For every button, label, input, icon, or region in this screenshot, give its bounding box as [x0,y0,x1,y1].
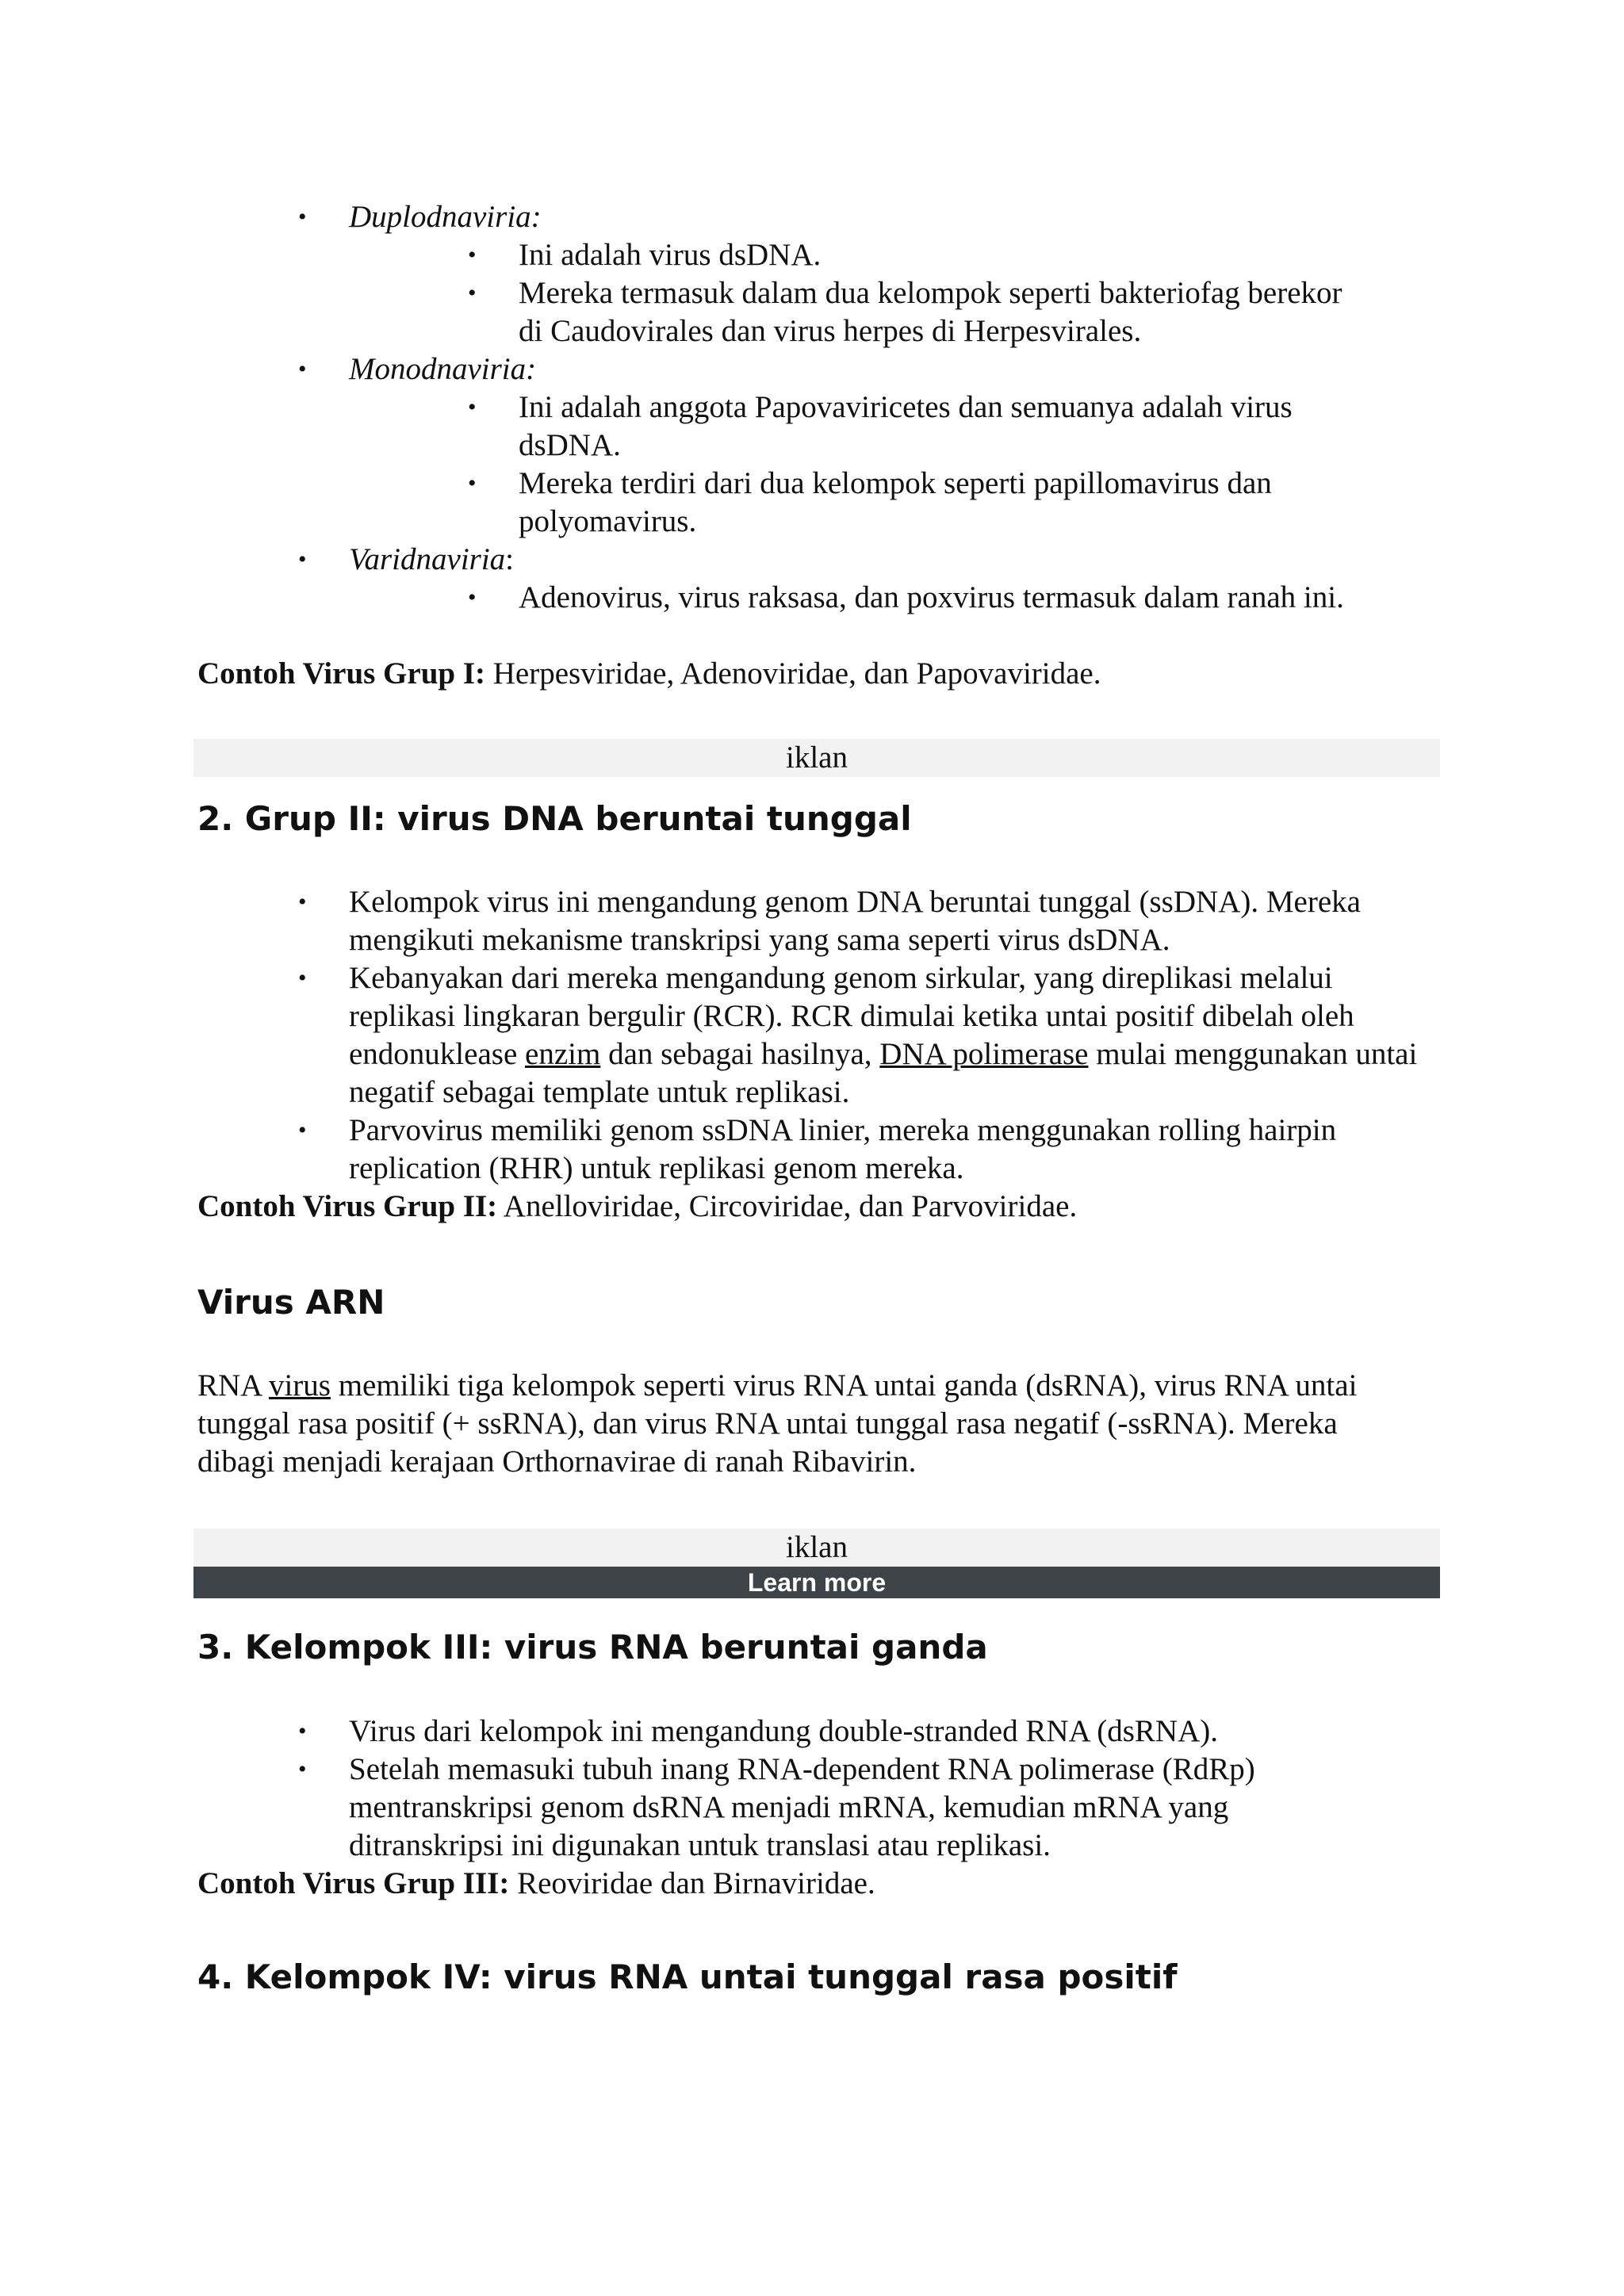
list-item: Ini adalah anggota Papovaviricetes dan semuanya adalah virus dsDNA. [519,390,1293,462]
list-item: Setelah memasuki tubuh inang RNA-dependent RNA polimerase (RdRp) mentranskripsi genom dsRNA menjadi mRNA, kemudian mRNA yang ditranskripsi ini digunakan untuk translasi atau replikasi. [349,1752,1255,1862]
realm-varidnaviria: Varidnaviria: [349,542,515,576]
section-heading: Virus ARN [197,1283,385,1322]
realm-duplodnaviria: Duplodnaviria: [349,200,542,234]
bullet: • [298,1756,307,1782]
bullet: • [468,394,477,420]
learn-more-button[interactable]: Learn more [193,1567,1440,1598]
bullet: • [298,1117,307,1143]
list-item: Mereka terdiri dari dua kelompok seperti papillomavirus dan polyomavirus. [519,466,1272,538]
list-item: Adenovirus, virus raksasa, dan poxvirus termasuk dalam ranah ini. [519,580,1344,614]
enzim-link[interactable]: enzim [525,1037,601,1071]
ad-label: iklan [193,739,1440,777]
group2-example: Contoh Virus Grup II: Anelloviridae, Circoviridae, dan Parvoviridae. [197,1189,1078,1223]
section-heading: 4. Kelompok IV: virus RNA untai tunggal rasa positif [197,1957,1178,1996]
bullet: • [298,204,307,230]
ad-label: iklan [193,1529,1440,1567]
section-heading: 3. Kelompok III: virus RNA beruntai ganda [197,1628,988,1667]
list-item: Ini adalah virus dsDNA. [519,238,822,272]
list-item: Kebanyakan dari mereka mengandung genom sirkular, yang direplikasi melalui replikasi lingkaran bergulir (RCR). RCR dimulai ketika untai positif dibelah oleh endonuklease enzim dan sebagai hasilnya, DNA polimerase mulai menggunakan untai negatif sebagai template untuk replikasi. [349,961,1418,1109]
realm-monodnaviria: Monodnaviria: [349,352,537,386]
dna-polimerase-link[interactable]: DNA polimerase [879,1037,1089,1071]
list-item: Parvovirus memiliki genom ssDNA linier, mereka menggunakan rolling hairpin replication (RHR) untuk replikasi genom mereka. [349,1113,1337,1185]
rna-paragraph: RNA virus memiliki tiga kelompok seperti virus RNA untai ganda (dsRNA), virus RNA untai tunggal rasa positif (+ ssRNA), dan virus RNA untai tunggal rasa negatif (-ssRNA). Mereka dibagi menjadi kerajaan Orthornavirae di ranah Ribavirin. [197,1368,1358,1479]
list-item: Kelompok virus ini mengandung genom DNA beruntai tunggal (ssDNA). Mereka mengikuti mekanisme transkripsi yang sama seperti virus dsDNA. [349,885,1361,957]
bullet: • [298,356,307,382]
bullet: • [298,1718,307,1744]
bullet: • [468,242,477,268]
group3-example: Contoh Virus Grup III: Reoviridae dan Birnaviridae. [197,1866,875,1900]
group1-example: Contoh Virus Grup I: Herpesviridae, Adenoviridae, dan Papovaviridae. [197,656,1101,691]
section-heading: 2. Grup II: virus DNA beruntai tunggal [197,799,912,838]
bullet: • [468,280,477,306]
list-item: Mereka termasuk dalam dua kelompok seperti bakteriofag berekor di Caudovirales dan virus herpes di Herpesvirales. [519,276,1342,348]
virus-link[interactable]: virus [268,1368,331,1402]
bullet: • [468,470,477,496]
bullet: • [298,965,307,991]
list-item: Virus dari kelompok ini mengandung double-stranded RNA (dsRNA). [349,1714,1218,1748]
bullet: • [298,889,307,915]
bullet: • [468,584,477,610]
bullet: • [298,546,307,572]
